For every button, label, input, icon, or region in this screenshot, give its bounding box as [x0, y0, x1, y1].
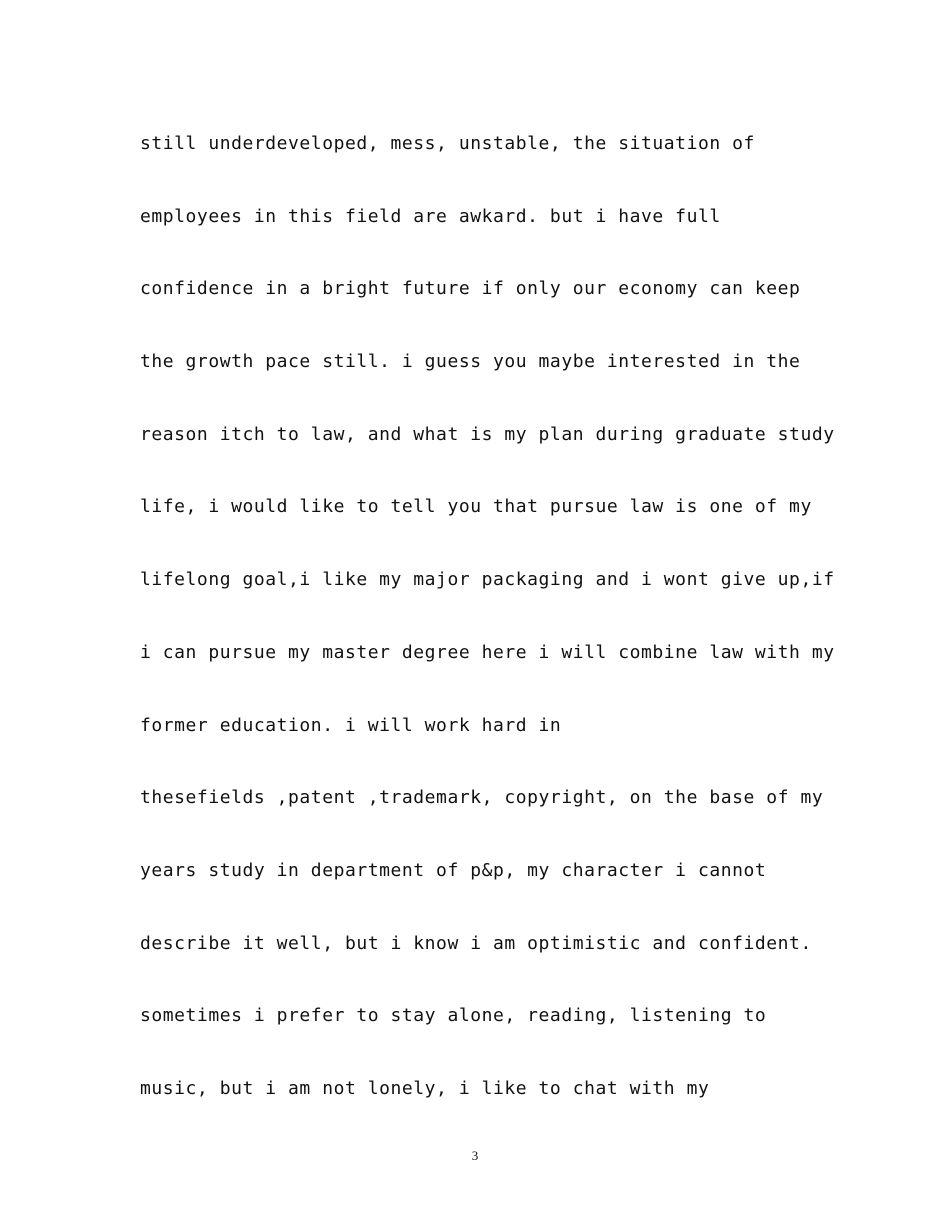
text-line: confidence in a bright future if only our economy can keep: [140, 278, 801, 300]
text-line: the growth pace still. i guess you maybe interested in the: [140, 351, 801, 373]
text-line: life, i would like to tell you that pursue law is one of my: [140, 496, 812, 518]
text-line: reason itch to law, and what is my plan during graduate study: [140, 423, 835, 445]
text-line: former education. i will work hard in: [140, 714, 562, 736]
text-line: describe it well, but i know i am optimistic and confident.: [140, 932, 812, 954]
text-line: employees in this field are awkard. but i have full: [140, 205, 721, 227]
page-number: 3: [471, 1148, 479, 1163]
body-text: [140, 128, 840, 1146]
text-line: music, but i am not lonely, i like to chat with my: [140, 1077, 710, 1099]
text-line: sometimes i prefer to stay alone, reading, listening to: [140, 1005, 767, 1027]
text-line: lifelong goal,i like my major packaging and i wont give up,if: [140, 569, 835, 591]
text-line: still underdeveloped, mess, unstable, the situation of: [140, 133, 755, 154]
text-line: i can pursue my master degree here i will combine law with my: [140, 641, 835, 663]
text-line: years study in department of p&p, my character i cannot: [140, 859, 767, 881]
text-line: thesefields ,patent ,trademark, copyright, on the base of my: [140, 787, 824, 809]
